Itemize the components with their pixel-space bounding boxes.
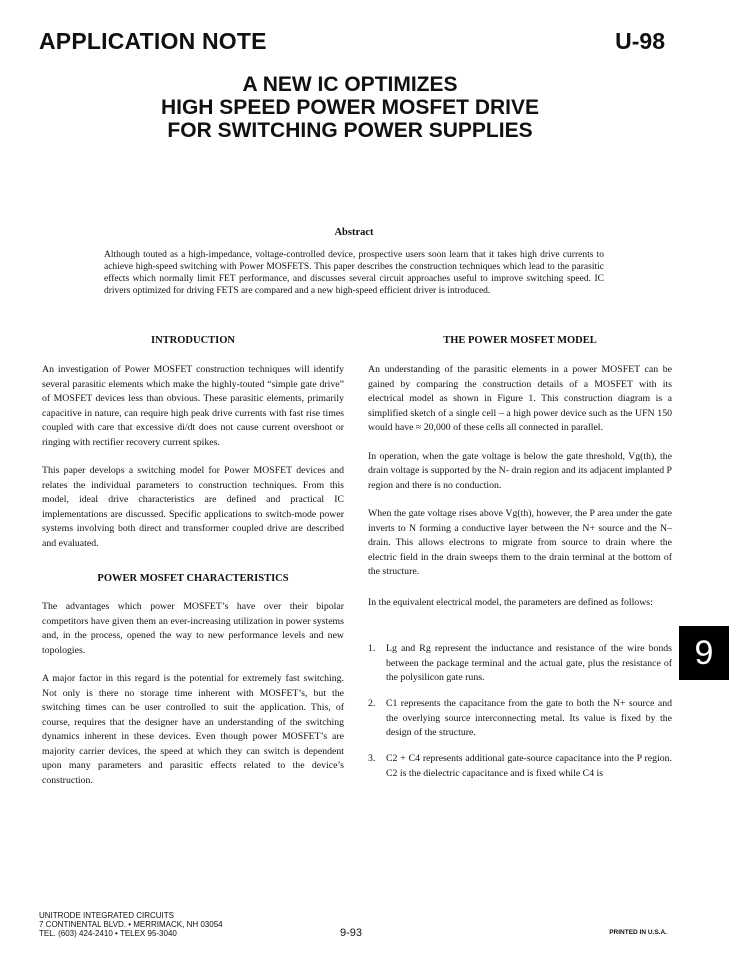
document-number: U-98 (615, 28, 665, 54)
footer-phone: TEL. (603) 424-2410 • TELEX 95-3040 (39, 929, 177, 938)
section-tab: 9 (679, 626, 729, 680)
footer-address-block (39, 911, 223, 938)
list-text: Lg and Rg represent the inductance and resistance of the wire bonds between the package terminal and the actual gate, plus the resistance of the polysilicon gate runs. (386, 643, 672, 683)
page-title (100, 73, 600, 142)
introduction-heading: INTRODUCTION (150, 335, 235, 346)
title-line-1: A NEW IC OPTIMIZES (242, 73, 458, 96)
introduction-paragraph-2: This paper develops a switching model for Power MOSFET devices and relates the individual parameters to construction techniques. From this model, ideal drive characteristics are defined and practical IC implementations are discussed. Specific applications to switch-mode power systems involving both direct and transformer coupled drive are described and evaluated. (42, 465, 344, 549)
list-item (368, 642, 672, 686)
footer-address: 7 CONTINENTAL BLVD. • MERRIMACK, NH 03054 (39, 920, 223, 929)
characteristics-paragraph-2: A major factor in this regard is the potential for extremely fast switching. Not only is there no storage time inherent with MOSFET’s, but the switching times can be user controlled to suit the application. This, of course, requires that the designer have an understanding of the switching dynamics inherent in these devices. Even though power MOSFET’s are majority carrier devices, the speed at which they can switch is dependent upon many parameters and parasitic effects related to the device’s construction. (42, 673, 344, 786)
model-paragraph-4: In the equivalent electrical model, the parameters are defined as follows: (368, 596, 653, 608)
list-number: 3. (368, 753, 376, 764)
introduction-paragraph-1: An investigation of Power MOSFET construction techniques will identify several parasitic elements which make the highly-touted “simple gate drive” of MOSFET devices less than obvious. These parasitic elements, primarily capacitive in nature, can require high peak drive currents with fast rise times coupled with care that excessive di/dt does not cause current overshoot or ringing with rectifier recovery current spikes. (42, 364, 344, 448)
footer-company: UNITRODE INTEGRATED CIRCUITS (39, 911, 174, 920)
mosfet-model-section (368, 363, 672, 610)
mosfet-model-heading: THE POWER MOSFET MODEL (443, 335, 597, 346)
model-paragraph-3: When the gate voltage rises above Vg(th), however, the P area under the gate inverts to N forming a conductive layer between the N+ source and the N– drain. This allows electrons to migrate from source to drain where the electric field in the drain sweeps them to the drain terminal at the bottom of the structure. (368, 508, 672, 577)
list-item (368, 697, 672, 741)
list-number: 1. (368, 643, 376, 654)
abstract-text: Although touted as a high-impedance, voltage-controlled device, prospective users soon learn that it takes high drive currents to achieve high-speed switching with Power MOSFETS. This paper describes the construction techniques which lead to the parasitic effects which normally limit FET performance, and discusses several circuit approaches useful to improve switching speed. IC drivers optimized for driving FETS are compared and a new high-speed efficient driver is introduced. (104, 250, 604, 296)
characteristics-paragraph-1: The advantages which power MOSFET’s have over their bipolar competitors have given them an ever-increasing utilization in power systems and, in the process, opened the way to new performance levels and new topologies. (42, 601, 344, 656)
list-text: C1 represents the capacitance from the gate to both the N+ source and the overlying source interconnecting metal. Its value is fixed by the design of the structure. (386, 698, 672, 738)
title-line-2: HIGH SPEED POWER MOSFET DRIVE (160, 96, 540, 119)
introduction-section (42, 363, 344, 551)
list-number: 2. (368, 698, 376, 709)
model-paragraph-2: In operation, when the gate voltage is below the gate threshold, Vg(th), the drain voltage is supported by the N- drain region and its adjacent implanted P region and there is no conduction. (368, 450, 672, 491)
characteristics-heading: POWER MOSFET CHARACTERISTICS (97, 573, 289, 584)
document-type-label: APPLICATION NOTE (39, 28, 267, 54)
title-line-3: FOR SWITCHING POWER SUPPLIES (167, 119, 533, 142)
page-number: 9-93 (340, 927, 363, 939)
list-text: C2 + C4 represents additional gate-source capacitance into the P region. C2 is the dielectric capacitance and is fixed while C4 is (386, 753, 672, 779)
characteristics-section (42, 600, 344, 788)
abstract-heading: Abstract (334, 227, 374, 238)
list-item (368, 752, 672, 781)
model-paragraph-1: An understanding of the parasitic elements in a power MOSFET can be gained by comparing the construction details of a MOSFET with its electrical model as shown in Figure 1. This construction diagram is a simplified sketch of a single cell – a high power device such as the UFN 150 would have ≈ 20,000 of these cells all connected in parallel. (368, 364, 672, 433)
printed-in-label: PRINTED IN U.S.A. (609, 929, 667, 936)
